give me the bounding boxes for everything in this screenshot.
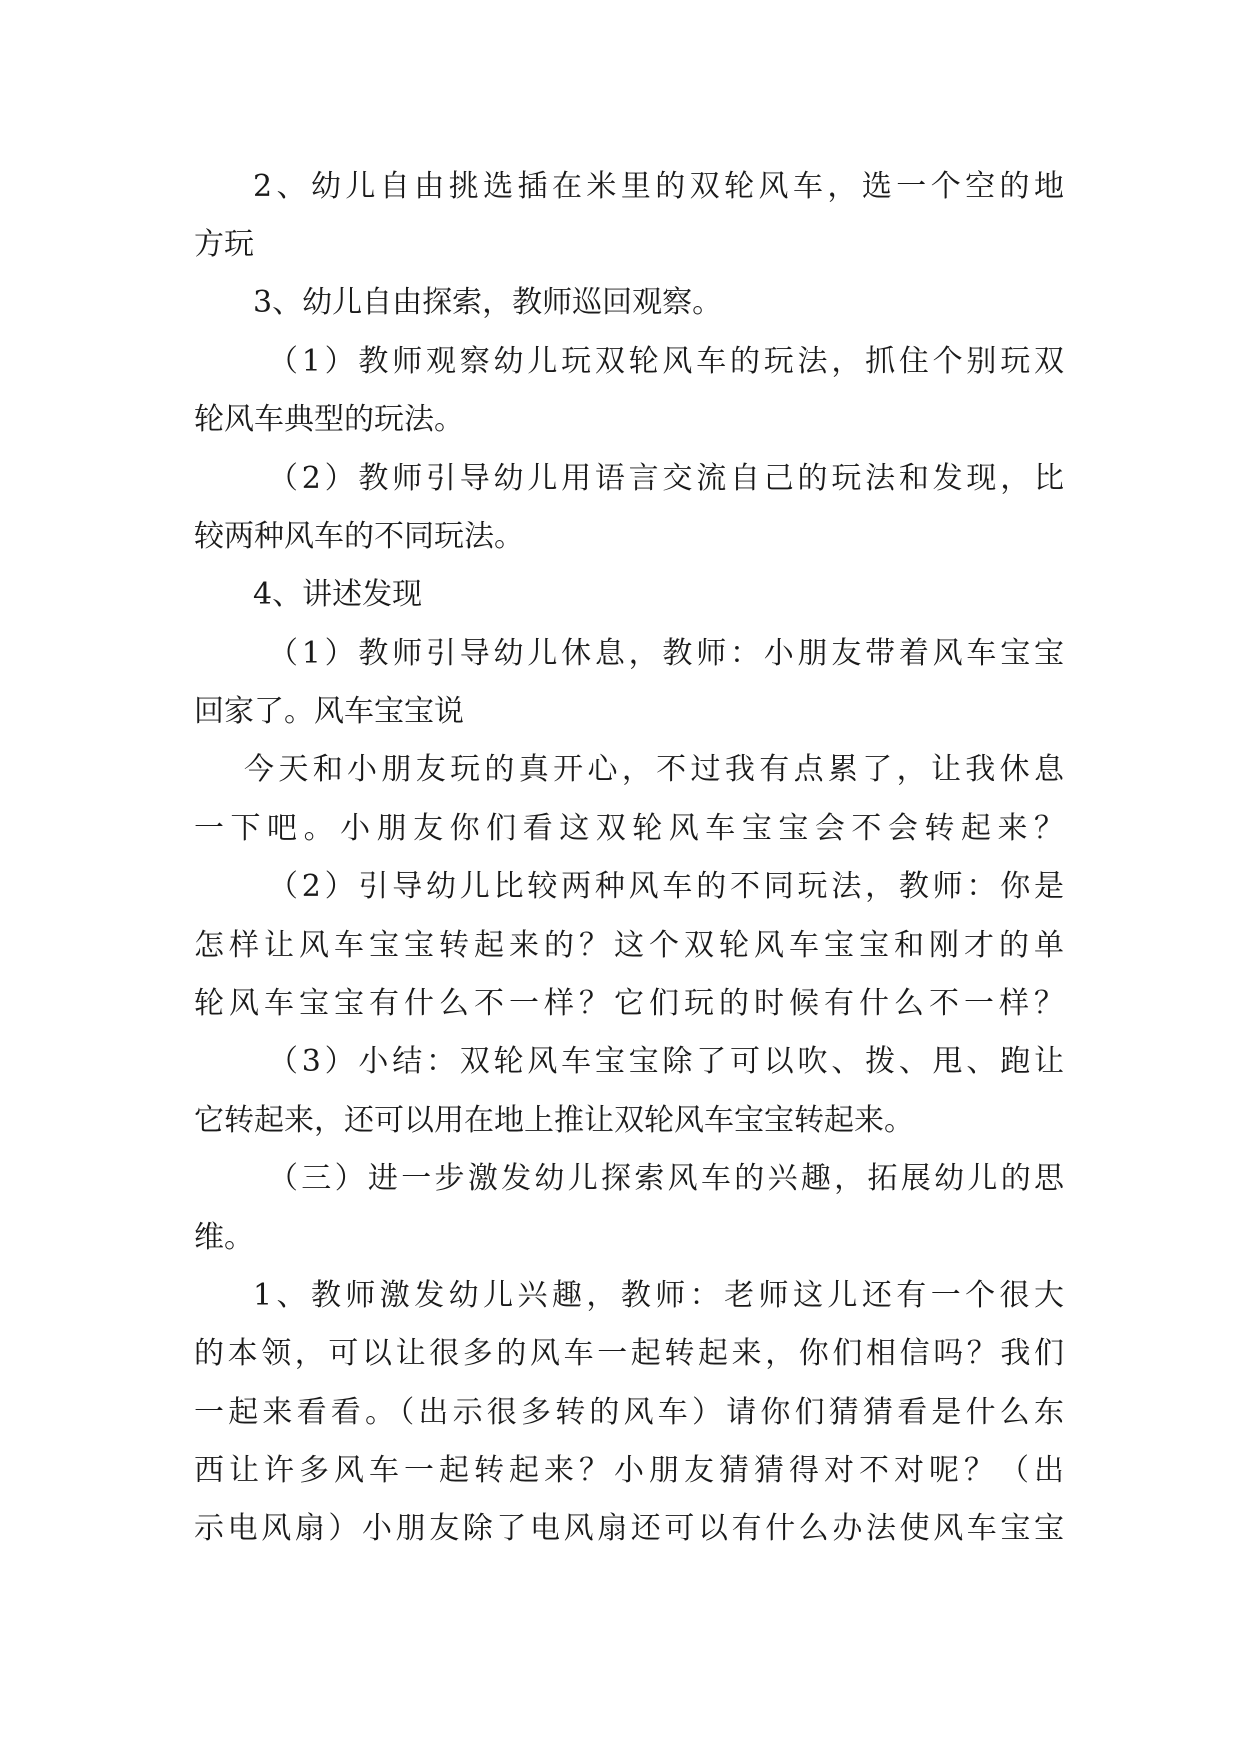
text-line: （2）引导幼儿比较两种风车的不同玩法，教师：你是 (268, 869, 1064, 904)
text-line: 今天和小朋友玩的真开心，不过我有点累了，让我休息 (244, 752, 1064, 787)
text-line: 回家了。风车宝宝说 (194, 694, 464, 729)
text-line: （1）教师引导幼儿休息，教师：小朋友带着风车宝宝 (268, 636, 1064, 671)
text-line: （2）教师引导幼儿用语言交流自己的玩法和发现，比 (268, 461, 1064, 496)
text-line: （1）教师观察幼儿玩双轮风车的玩法，抓住个别玩双 (268, 344, 1064, 379)
text-line: 它转起来，还可以用在地上推让双轮风车宝宝转起来。 (194, 1103, 914, 1138)
text-line: 西让许多风车一起转起来？小朋友猜猜得对不对呢？（出 (194, 1453, 1064, 1488)
text-line: 一起来看看。（出示很多转的风车）请你们猜猜看是什么东 (194, 1395, 1064, 1430)
text-line: 4、讲述发现 (253, 577, 423, 612)
text-line: 的本领，可以让很多的风车一起转起来，你们相信吗？我们 (194, 1336, 1064, 1371)
text-line: 2、幼儿自由挑选插在米里的双轮风车，选一个空的地 (253, 169, 1064, 204)
text-line: 方玩 (194, 227, 254, 262)
text-line: 较两种风车的不同玩法。 (194, 519, 524, 554)
text-line: 示电风扇）小朋友除了电风扇还可以有什么办法使风车宝宝 (194, 1511, 1064, 1546)
text-line: 轮风车典型的玩法。 (194, 402, 464, 437)
text-line: 3、幼儿自由探索，教师巡回观察。 (253, 285, 723, 320)
text-line: 维。 (194, 1220, 254, 1255)
text-line: 1、教师激发幼儿兴趣，教师：老师这儿还有一个很大 (253, 1278, 1064, 1313)
text-line: 轮风车宝宝有什么不一样？它们玩的时候有什么不一样？ (194, 986, 1064, 1021)
text-line: （三）进一步激发幼儿探索风车的兴趣，拓展幼儿的思 (268, 1161, 1064, 1196)
text-line: （3）小结：双轮风车宝宝除了可以吹、拨、甩、跑让 (268, 1044, 1064, 1079)
text-line: 一下吧。小朋友你们看这双轮风车宝宝会不会转起来？ (194, 811, 1064, 846)
text-line: 怎样让风车宝宝转起来的？这个双轮风车宝宝和刚才的单 (194, 928, 1064, 963)
